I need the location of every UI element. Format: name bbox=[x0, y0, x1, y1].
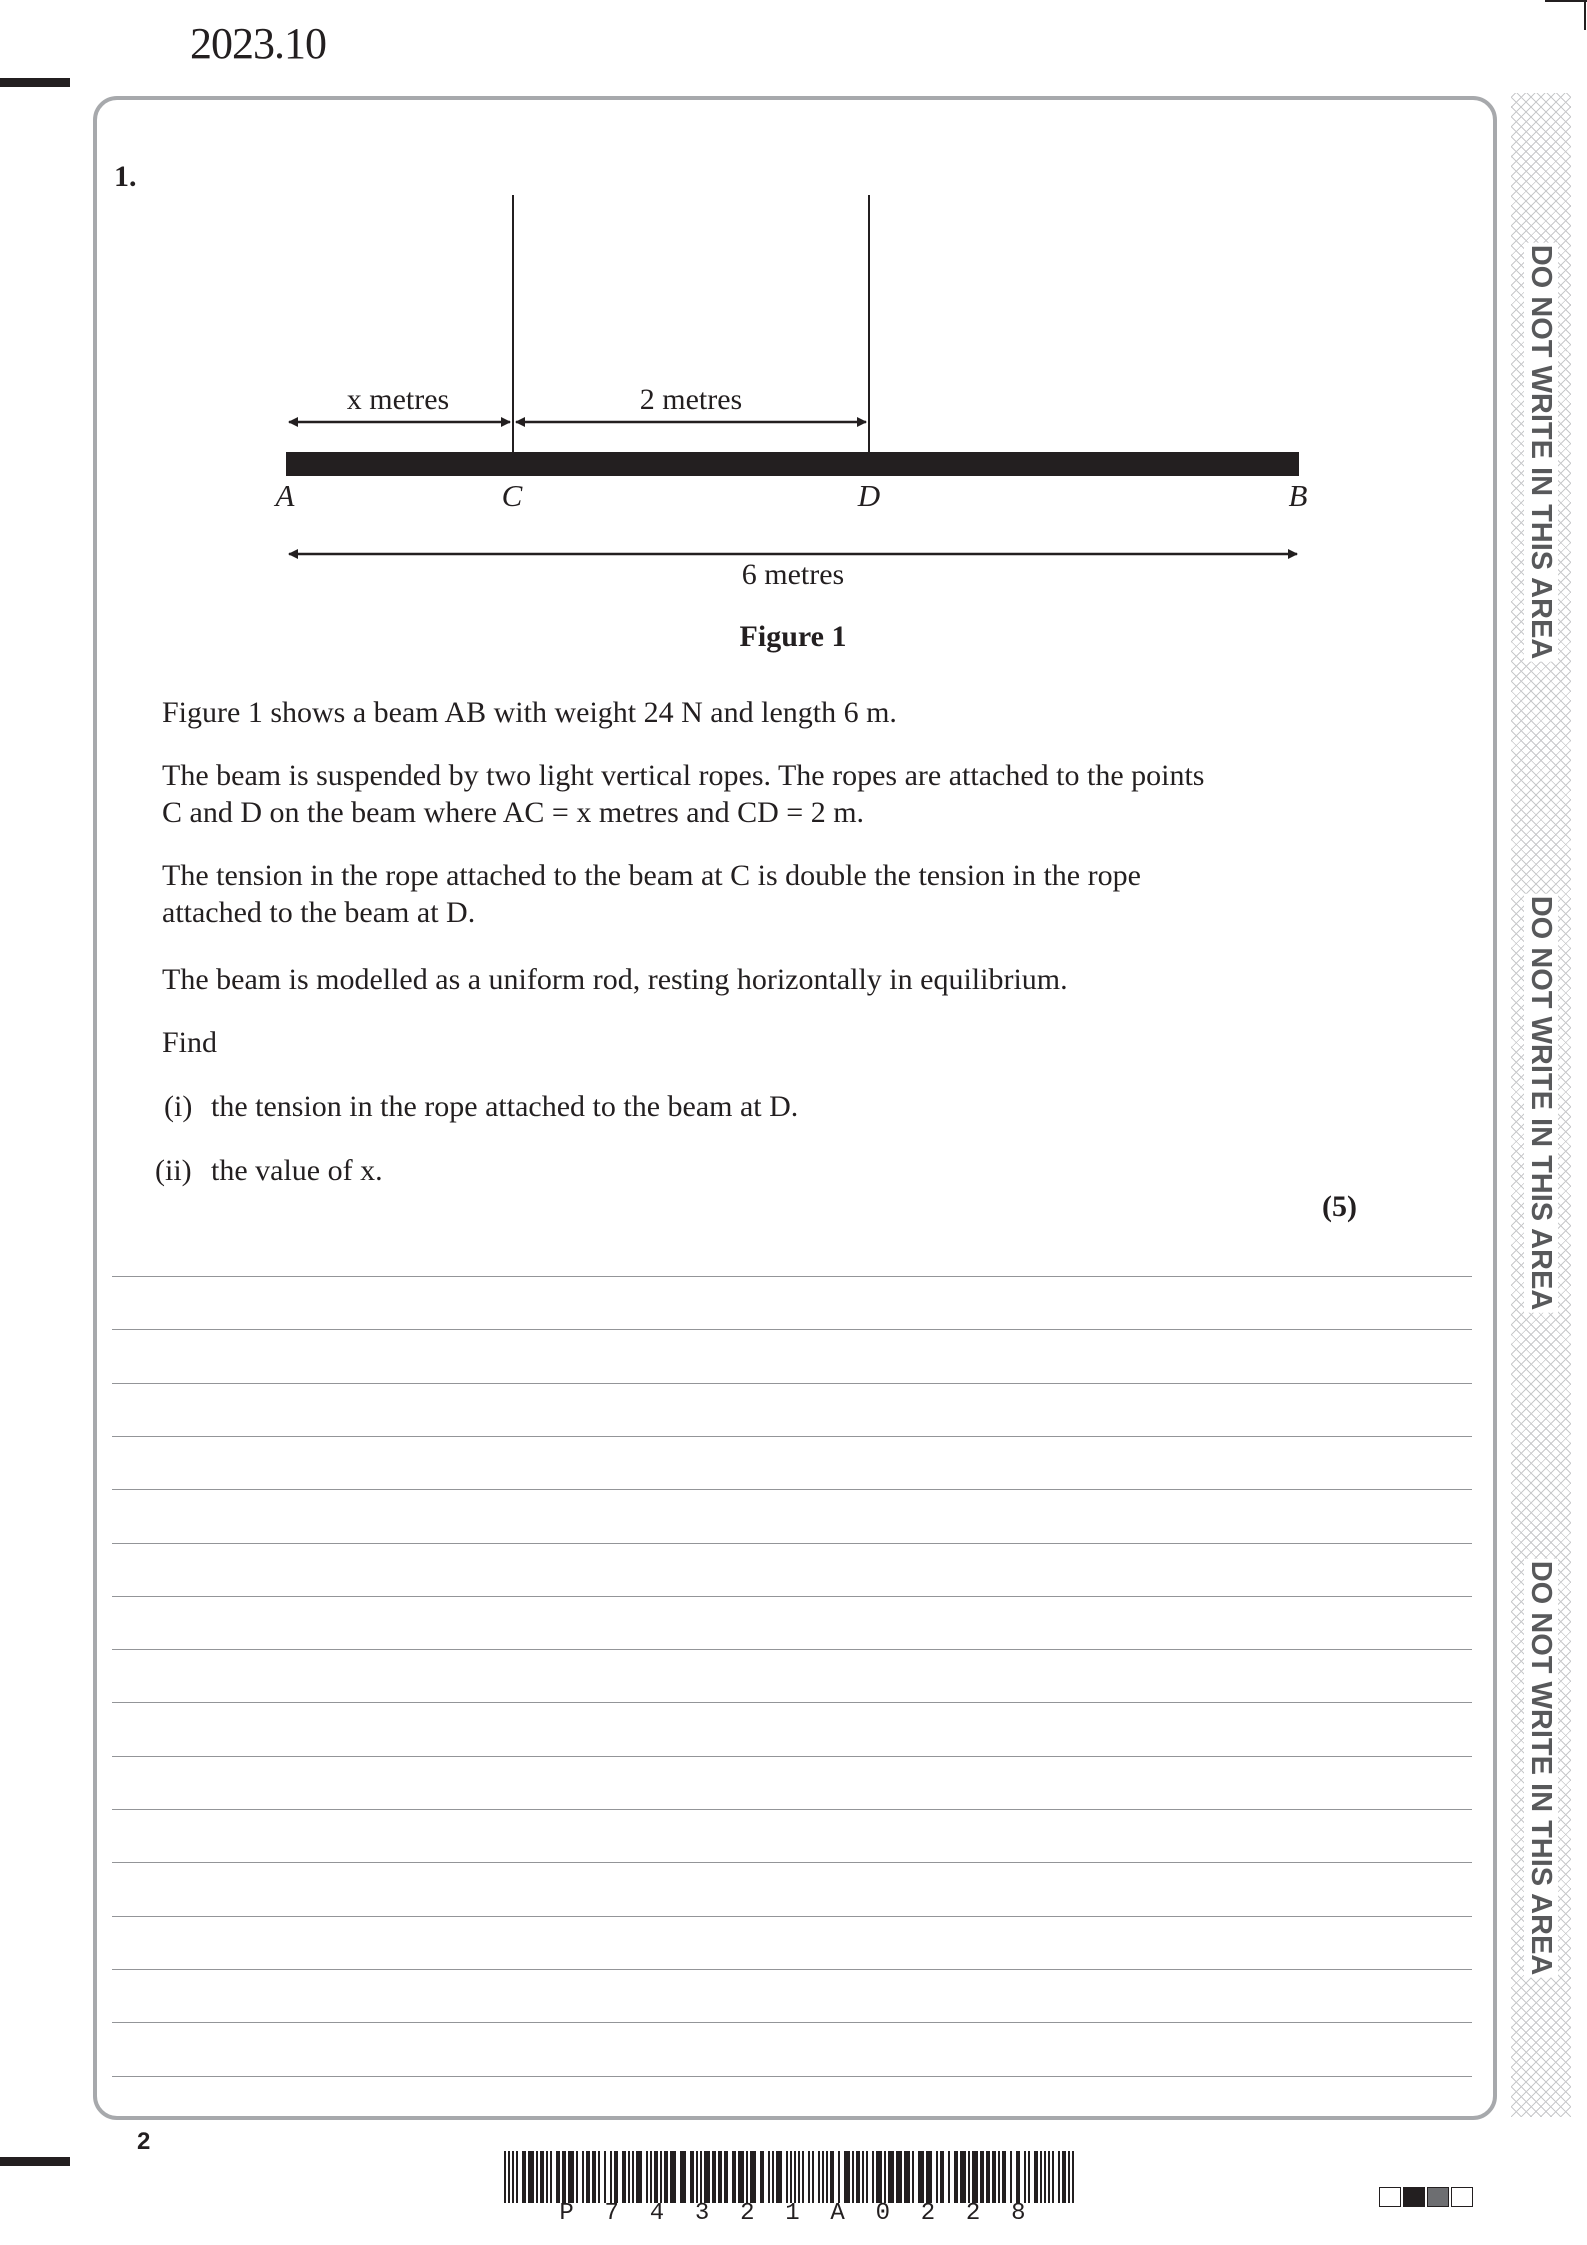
barcode-char: 2 bbox=[965, 2200, 981, 2227]
barcode-bar bbox=[1052, 2151, 1054, 2203]
barcode-bar bbox=[522, 2151, 526, 2203]
barcode-bar bbox=[760, 2151, 764, 2203]
marker-square-4 bbox=[1451, 2187, 1473, 2207]
barcode-bar bbox=[876, 2151, 882, 2203]
barcode-bar bbox=[628, 2151, 630, 2203]
barcode-char: 1 bbox=[785, 2200, 800, 2227]
answer-line bbox=[112, 1436, 1472, 1437]
barcode-bar bbox=[598, 2151, 600, 2203]
answer-line bbox=[112, 1329, 1472, 1330]
find-label: Find bbox=[162, 1026, 218, 1059]
barcode-bar bbox=[912, 2151, 914, 2203]
barcode-bar bbox=[1002, 2151, 1006, 2203]
answer-line bbox=[112, 1756, 1472, 1757]
barcode-bar bbox=[556, 2151, 560, 2203]
answer-line bbox=[112, 1702, 1472, 1703]
barcode-bar bbox=[1062, 2151, 1066, 2203]
barcode-bar bbox=[650, 2151, 652, 2203]
answer-line bbox=[112, 1543, 1472, 1544]
barcode-bar bbox=[1068, 2151, 1070, 2203]
barcode-bar bbox=[948, 2151, 950, 2203]
barcode-bar bbox=[718, 2151, 722, 2203]
barcode-bar bbox=[1048, 2151, 1050, 2203]
barcode-bar bbox=[818, 2151, 820, 2203]
barcode-text bbox=[504, 2200, 1081, 2227]
barcode-bar bbox=[732, 2151, 736, 2203]
barcode-bar bbox=[690, 2151, 694, 2203]
answer-line bbox=[112, 1489, 1472, 1490]
point-a: A bbox=[275, 478, 295, 513]
barcode-char: P bbox=[559, 2200, 574, 2227]
barcode-bar bbox=[636, 2151, 642, 2203]
barcode-bar bbox=[812, 2151, 814, 2203]
barcode-bar bbox=[540, 2151, 544, 2203]
barcode-bar bbox=[646, 2151, 648, 2203]
barcode-bar bbox=[940, 2151, 944, 2203]
barcode-bar bbox=[1024, 2151, 1026, 2203]
barcode-bar bbox=[516, 2151, 518, 2203]
figure-caption: Figure 1 bbox=[739, 620, 847, 653]
barcode-bar bbox=[508, 2151, 510, 2203]
barcode-char: 3 bbox=[694, 2200, 710, 2227]
question-text-4: The beam is modelled as a uniform rod, resting horizontally in equilibrium. bbox=[162, 963, 1068, 996]
barcode-bar bbox=[866, 2151, 868, 2203]
barcode-bar bbox=[1028, 2151, 1030, 2203]
dim-label-ac: x metres bbox=[346, 383, 450, 416]
barcode-bar bbox=[604, 2151, 606, 2203]
part-i-label: (i) bbox=[164, 1090, 193, 1123]
answer-line bbox=[112, 2076, 1472, 2077]
question-text-3a: The tension in the rope attached to the beam at C is double the tension in the rope bbox=[162, 859, 1141, 892]
barcode-bar bbox=[592, 2151, 596, 2203]
barcode-bar bbox=[918, 2151, 924, 2203]
barcode-bar bbox=[738, 2151, 744, 2203]
question-text-2b: C and D on the beam where AC = x metres and CD = 2 m. bbox=[162, 796, 865, 829]
barcode-bar bbox=[802, 2151, 804, 2203]
answer-line bbox=[112, 1276, 1472, 1277]
barcode-bar bbox=[1040, 2151, 1042, 2203]
barcode-bar bbox=[546, 2151, 548, 2203]
barcode-bar bbox=[632, 2151, 634, 2203]
barcode-bar bbox=[1044, 2151, 1046, 2203]
barcode-bar bbox=[550, 2151, 552, 2203]
barcode-bar bbox=[852, 2151, 854, 2203]
paper-code: 2023.10 bbox=[190, 19, 326, 68]
barcode-char: A bbox=[830, 2200, 845, 2227]
answer-line bbox=[112, 2022, 1472, 2023]
barcode-char: 7 bbox=[604, 2200, 619, 2227]
point-c: C bbox=[501, 478, 523, 513]
answer-line bbox=[112, 1862, 1472, 1863]
answer-line bbox=[112, 1649, 1472, 1650]
page-number: 2 bbox=[137, 2128, 151, 2155]
marks-label: (5) bbox=[1322, 1190, 1357, 1223]
barcode-bar bbox=[568, 2151, 574, 2203]
barcode-bar bbox=[838, 2151, 840, 2203]
barcode-bar bbox=[750, 2151, 756, 2203]
marker-square-2 bbox=[1403, 2187, 1425, 2207]
barcode-char: 4 bbox=[649, 2200, 665, 2227]
barcode-bar bbox=[680, 2151, 686, 2203]
barcode-bar bbox=[1010, 2151, 1012, 2203]
barcode-bar bbox=[862, 2151, 864, 2203]
barcode-bar bbox=[888, 2151, 894, 2203]
part-ii-label: (ii) bbox=[155, 1154, 192, 1187]
part-ii-text: the value of x. bbox=[211, 1154, 383, 1187]
barcode-bar bbox=[960, 2151, 966, 2203]
barcode-char: 8 bbox=[1011, 2200, 1026, 2227]
answer-line bbox=[112, 1596, 1472, 1597]
barcode-bar bbox=[808, 2151, 810, 2203]
barcode-bar bbox=[830, 2151, 834, 2203]
barcode-bar bbox=[724, 2151, 728, 2203]
barcode-bar bbox=[790, 2151, 792, 2203]
barcode-bar bbox=[696, 2151, 698, 2203]
barcode-bar bbox=[1034, 2151, 1038, 2203]
barcode-bar bbox=[504, 2151, 506, 2203]
point-b: B bbox=[1288, 478, 1308, 513]
barcode-bar bbox=[936, 2151, 938, 2203]
question-text-3b: attached to the beam at D. bbox=[162, 896, 476, 929]
barcode-bar bbox=[712, 2151, 716, 2203]
question-text-1: Figure 1 shows a beam AB with weight 24 N and length 6 m. bbox=[162, 696, 897, 729]
barcode-bar bbox=[872, 2151, 874, 2203]
barcode-bar bbox=[700, 2151, 702, 2203]
barcode bbox=[504, 2151, 1081, 2203]
question-text-2a: The beam is suspended by two light vertical ropes. The ropes are attached to the points bbox=[162, 759, 1205, 792]
barcode-bar bbox=[536, 2151, 538, 2203]
barcode-char: 0 bbox=[875, 2200, 890, 2227]
barcode-bar bbox=[664, 2151, 668, 2203]
barcode-bar bbox=[904, 2151, 910, 2203]
barcode-bar bbox=[586, 2151, 590, 2203]
barcode-bar bbox=[896, 2151, 902, 2203]
dim-label-ab: 6 metres bbox=[741, 558, 845, 591]
barcode-bar bbox=[992, 2151, 996, 2203]
barcode-bar bbox=[856, 2151, 860, 2203]
barcode-bar bbox=[610, 2151, 612, 2203]
barcode-bar bbox=[786, 2151, 788, 2203]
marker-square-3 bbox=[1427, 2187, 1449, 2207]
barcode-bar bbox=[622, 2151, 626, 2203]
barcode-bar bbox=[654, 2151, 658, 2203]
barcode-bar bbox=[798, 2151, 800, 2203]
barcode-bar bbox=[968, 2151, 970, 2203]
barcode-bar bbox=[1072, 2151, 1074, 2203]
beam bbox=[286, 452, 1299, 476]
barcode-char: 2 bbox=[740, 2200, 755, 2227]
part-i-text: the tension in the rope attached to the beam at D. bbox=[211, 1090, 799, 1123]
barcode-bar bbox=[822, 2151, 824, 2203]
answer-line bbox=[112, 1916, 1472, 1917]
question-number: 1. bbox=[114, 160, 137, 193]
barcode-char: 2 bbox=[920, 2200, 936, 2227]
barcode-bar bbox=[926, 2151, 932, 2203]
answer-line bbox=[112, 1809, 1472, 1810]
barcode-bar bbox=[768, 2151, 770, 2203]
barcode-bar bbox=[670, 2151, 676, 2203]
answer-line bbox=[112, 1969, 1472, 1970]
barcode-bar bbox=[704, 2151, 710, 2203]
barcode-bar bbox=[614, 2151, 618, 2203]
barcode-bar bbox=[980, 2151, 984, 2203]
barcode-bar bbox=[794, 2151, 796, 2203]
barcode-bar bbox=[844, 2151, 850, 2203]
barcode-bar bbox=[576, 2151, 578, 2203]
barcode-bar bbox=[528, 2151, 534, 2203]
barcode-bar bbox=[998, 2151, 1000, 2203]
barcode-bar bbox=[986, 2151, 990, 2203]
barcode-bar bbox=[826, 2151, 828, 2203]
marker-square-1 bbox=[1379, 2187, 1401, 2207]
barcode-bar bbox=[582, 2151, 584, 2203]
barcode-bar bbox=[562, 2151, 566, 2203]
answer-line bbox=[112, 1383, 1472, 1384]
barcode-bar bbox=[972, 2151, 978, 2203]
barcode-bar bbox=[884, 2151, 886, 2203]
barcode-bar bbox=[1016, 2151, 1020, 2203]
dim-label-cd: 2 metres bbox=[639, 383, 743, 416]
margin-tick-bottom bbox=[0, 2157, 70, 2166]
barcode-bar bbox=[954, 2151, 958, 2203]
barcode-bar bbox=[512, 2151, 514, 2203]
barcode-bar bbox=[776, 2151, 782, 2203]
barcode-bar bbox=[746, 2151, 748, 2203]
beam-diagram bbox=[0, 0, 1587, 700]
barcode-bar bbox=[1058, 2151, 1060, 2203]
point-d: D bbox=[857, 478, 881, 513]
barcode-bar bbox=[660, 2151, 662, 2203]
barcode-bar bbox=[772, 2151, 774, 2203]
